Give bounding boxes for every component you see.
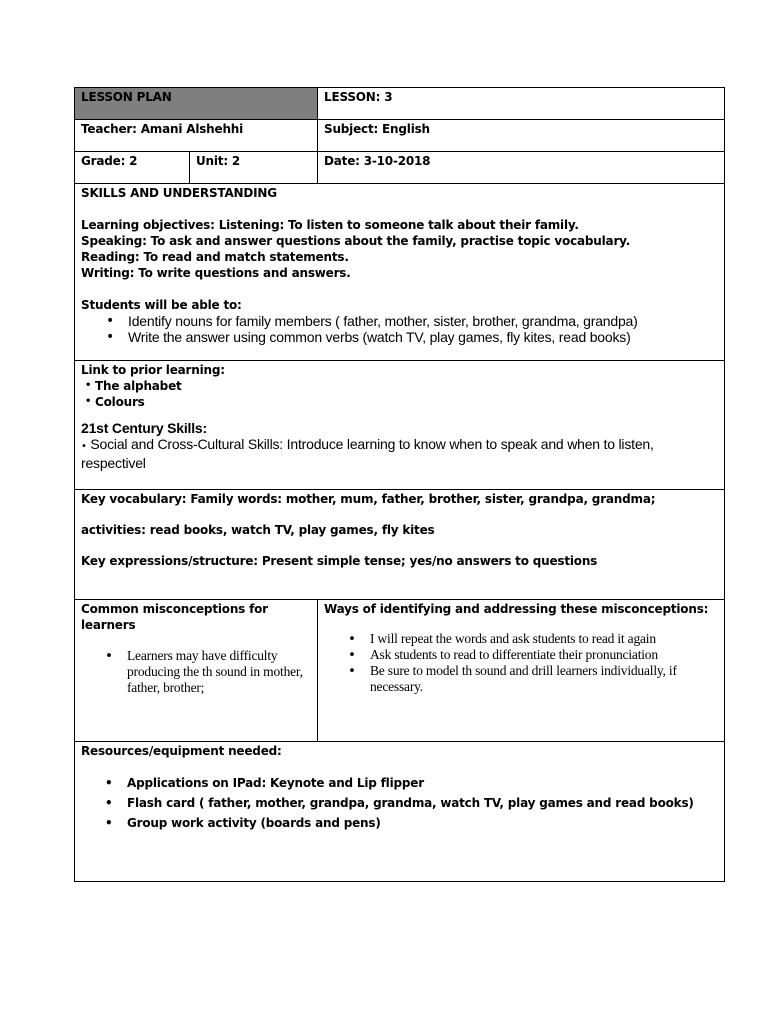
resources-heading: Resources/equipment needed:	[81, 744, 282, 758]
grade-cell	[75, 152, 190, 184]
subject-cell	[318, 120, 725, 152]
vocabulary-section	[75, 490, 725, 600]
key-vocab-text: Family words: mother, mum, father, brother, sister, grandpa, grandma;	[186, 492, 656, 506]
misconception-item: • Learners may have difficulty producing the th sound in mother, father, brother;	[127, 648, 311, 696]
able-item: • Write the answer using common verbs (watch TV, play games, fly kites, read books)	[128, 329, 718, 345]
century-skills-label: 21st Century Skills:	[81, 420, 207, 436]
objective-speaking: Speaking: To ask and answer questions about the family, practise topic vocabulary.	[81, 234, 631, 248]
teacher-cell	[75, 120, 318, 152]
prior-learning-section	[75, 361, 725, 490]
objective-reading: Reading: To read and match statements.	[81, 250, 349, 264]
objective-listening: Learning objectives: Listening: To listen to someone talk about their family.	[81, 218, 579, 232]
activities-line: activities: read books, watch TV, play games, fly kites	[81, 523, 435, 537]
lesson-plan-label: LESSON PLAN	[81, 90, 172, 104]
objective-writing: Writing: To write questions and answers.	[81, 266, 351, 280]
century-skills-text: • Social and Cross-Cultural Skills: Introduce learning to know when to speak and when to listen, respectivel	[81, 436, 654, 471]
prior-item: • Colours	[95, 394, 718, 410]
lesson-number: LESSON: 3	[324, 90, 393, 104]
unit-cell	[190, 152, 318, 184]
misconceptions-left	[75, 600, 318, 742]
skills-section	[75, 184, 725, 361]
misconceptions-right	[318, 600, 725, 742]
lesson-number-cell	[318, 88, 725, 120]
prior-label: Link to prior learning:	[81, 363, 225, 377]
resource-item: • Flash card ( father, mother, grandpa, grandma, watch TV, play games and read books)	[127, 793, 718, 813]
addressing-item: • Be sure to model th sound and drill learners individually, if necessary.	[370, 663, 718, 695]
skills-heading: SKILLS AND UNDERSTANDING	[81, 186, 277, 200]
misconceptions-heading: Common misconceptions for learners	[81, 602, 268, 632]
addressing-item: • Ask students to read to differentiate their pronunciation	[370, 647, 718, 663]
date: Date: 3-10-2018	[324, 154, 431, 168]
key-expressions: Key expressions/structure: Present simple tense; yes/no answers to questions	[81, 554, 598, 568]
grade: Grade: 2	[81, 154, 138, 168]
resources-section	[75, 742, 725, 882]
prior-item: • The alphabet	[95, 378, 718, 394]
resource-item: • Applications on IPad: Keynote and Lip flipper	[127, 773, 718, 793]
unit: Unit: 2	[196, 154, 241, 168]
lesson-plan-table	[74, 87, 725, 882]
able-label: Students will be able to:	[81, 298, 242, 312]
subject: Subject: English	[324, 122, 430, 136]
resource-item: • Group work activity (boards and pens)	[127, 813, 718, 833]
addressing-item: • I will repeat the words and ask students to read it again	[370, 631, 718, 647]
key-vocabulary	[81, 491, 718, 507]
addressing-heading: Ways of identifying and addressing these misconceptions:	[324, 602, 709, 616]
date-cell	[318, 152, 725, 184]
teacher-name: Teacher: Amani Alshehhi	[81, 122, 244, 136]
lesson-plan-cell	[75, 88, 318, 120]
able-item: • Identify nouns for family members ( father, mother, sister, brother, grandma, grandpa)	[128, 313, 718, 329]
key-vocab-label: Key vocabulary:	[81, 492, 187, 506]
